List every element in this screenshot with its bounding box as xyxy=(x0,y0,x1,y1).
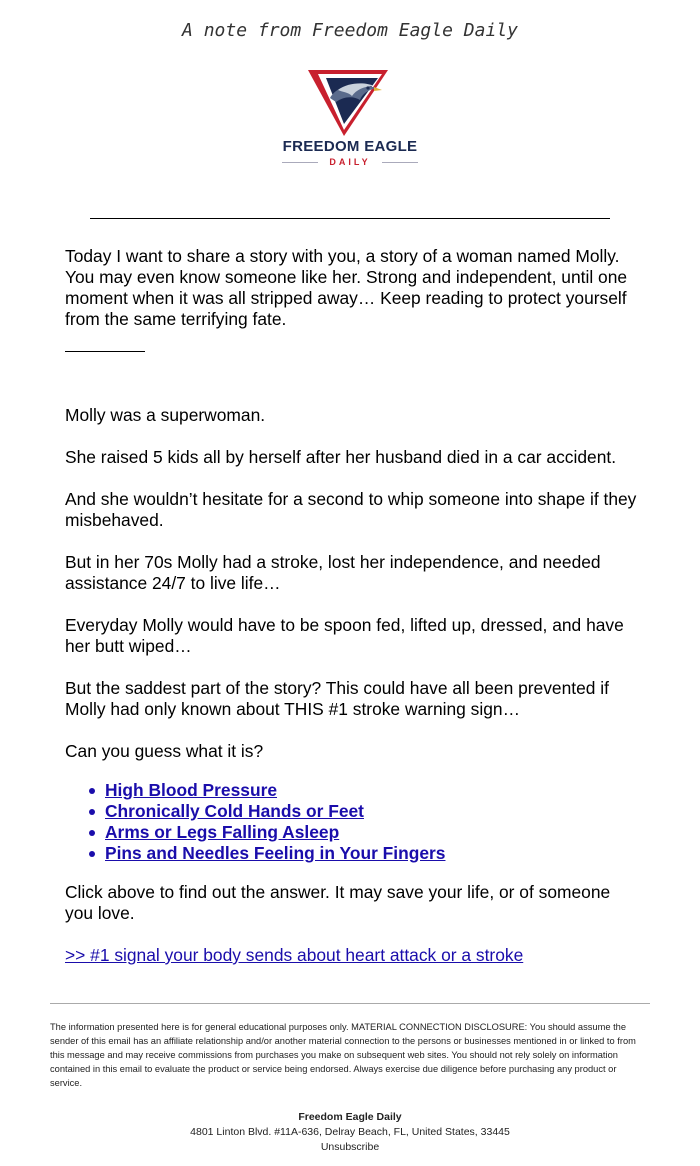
logo-rule-right xyxy=(382,162,418,163)
company-address: 4801 Linton Blvd. #11A-636, Delray Beach, FL, United States, 33445 xyxy=(190,1126,510,1138)
email-note-header: A note from Freedom Eagle Daily xyxy=(182,20,518,41)
story-paragraph-2: She raised 5 kids all by herself after her husband died in a car accident. xyxy=(65,447,617,467)
disclaimer-text: The information presented here is for general educational purposes only. MATERIAL CONNECTION DISCLOSURE: You should assume the sender of this email has an affiliate relationship and/or another material connection to the persons or businesses mentioned in or linked to from this message and may receive commissions from purchases you make on subsequent web sites. You should not rely solely on information contained in this email to evaluate the product or service being endorsed. Always exercise due diligence before purchasing any product or service. xyxy=(50,1022,636,1088)
story-paragraph-1: Molly was a superwoman. xyxy=(65,405,266,425)
list-item xyxy=(105,843,640,864)
company-name: Freedom Eagle Daily xyxy=(298,1111,402,1123)
cta-paragraph xyxy=(65,945,640,966)
cta-link[interactable]: >> #1 signal your body sends about heart attack or a stroke xyxy=(65,945,524,965)
story-paragraph-4: But in her 70s Molly had a stroke, lost her independence, and needed assistance 24/7 to live life… xyxy=(65,552,601,593)
header-divider xyxy=(90,218,610,219)
option-link-limbs-asleep[interactable]: Arms or Legs Falling Asleep xyxy=(105,822,340,842)
story-paragraph-6: But the saddest part of the story? This could have all been prevented if Molly had only known about THIS #1 stroke warning sign… xyxy=(65,678,609,719)
logo-subtitle: DAILY xyxy=(329,157,371,167)
option-link-cold-hands-feet[interactable]: Chronically Cold Hands or Feet xyxy=(105,801,364,821)
warning-sign-options xyxy=(65,780,640,864)
option-link-pins-needles[interactable]: Pins and Needles Feeling in Your Fingers xyxy=(105,843,446,863)
list-item xyxy=(105,822,640,843)
list-item xyxy=(105,801,640,822)
company-footer xyxy=(0,1110,700,1155)
intro-paragraph: Today I want to share a story with you, a story of a woman named Molly. You may even know someone like her. Strong and independent, until one moment when it was all stripped away… Keep reading to protect yourself from the same terrifying fate. xyxy=(65,246,628,329)
unsubscribe-link[interactable]: Unsubscribe xyxy=(320,1141,380,1153)
email-body xyxy=(65,246,640,987)
footer-divider xyxy=(50,1003,650,1004)
freedom-eagle-logo xyxy=(278,68,422,168)
story-question: Can you guess what it is? xyxy=(65,741,264,761)
closing-paragraph: Click above to find out the answer. It may save your life, or of someone you love. xyxy=(65,882,611,923)
list-item xyxy=(105,780,640,801)
intro-divider xyxy=(65,351,145,352)
eagle-shield-logo-icon xyxy=(278,68,422,138)
story-paragraph-5: Everyday Molly would have to be spoon fed, lifted up, dressed, and have her butt wiped… xyxy=(65,615,624,656)
story-paragraph-3: And she wouldn’t hesitate for a second to whip someone into shape if they misbehaved. xyxy=(65,489,637,530)
option-link-high-blood-pressure[interactable]: High Blood Pressure xyxy=(105,780,278,800)
logo-title: FREEDOM EAGLE xyxy=(282,138,418,155)
